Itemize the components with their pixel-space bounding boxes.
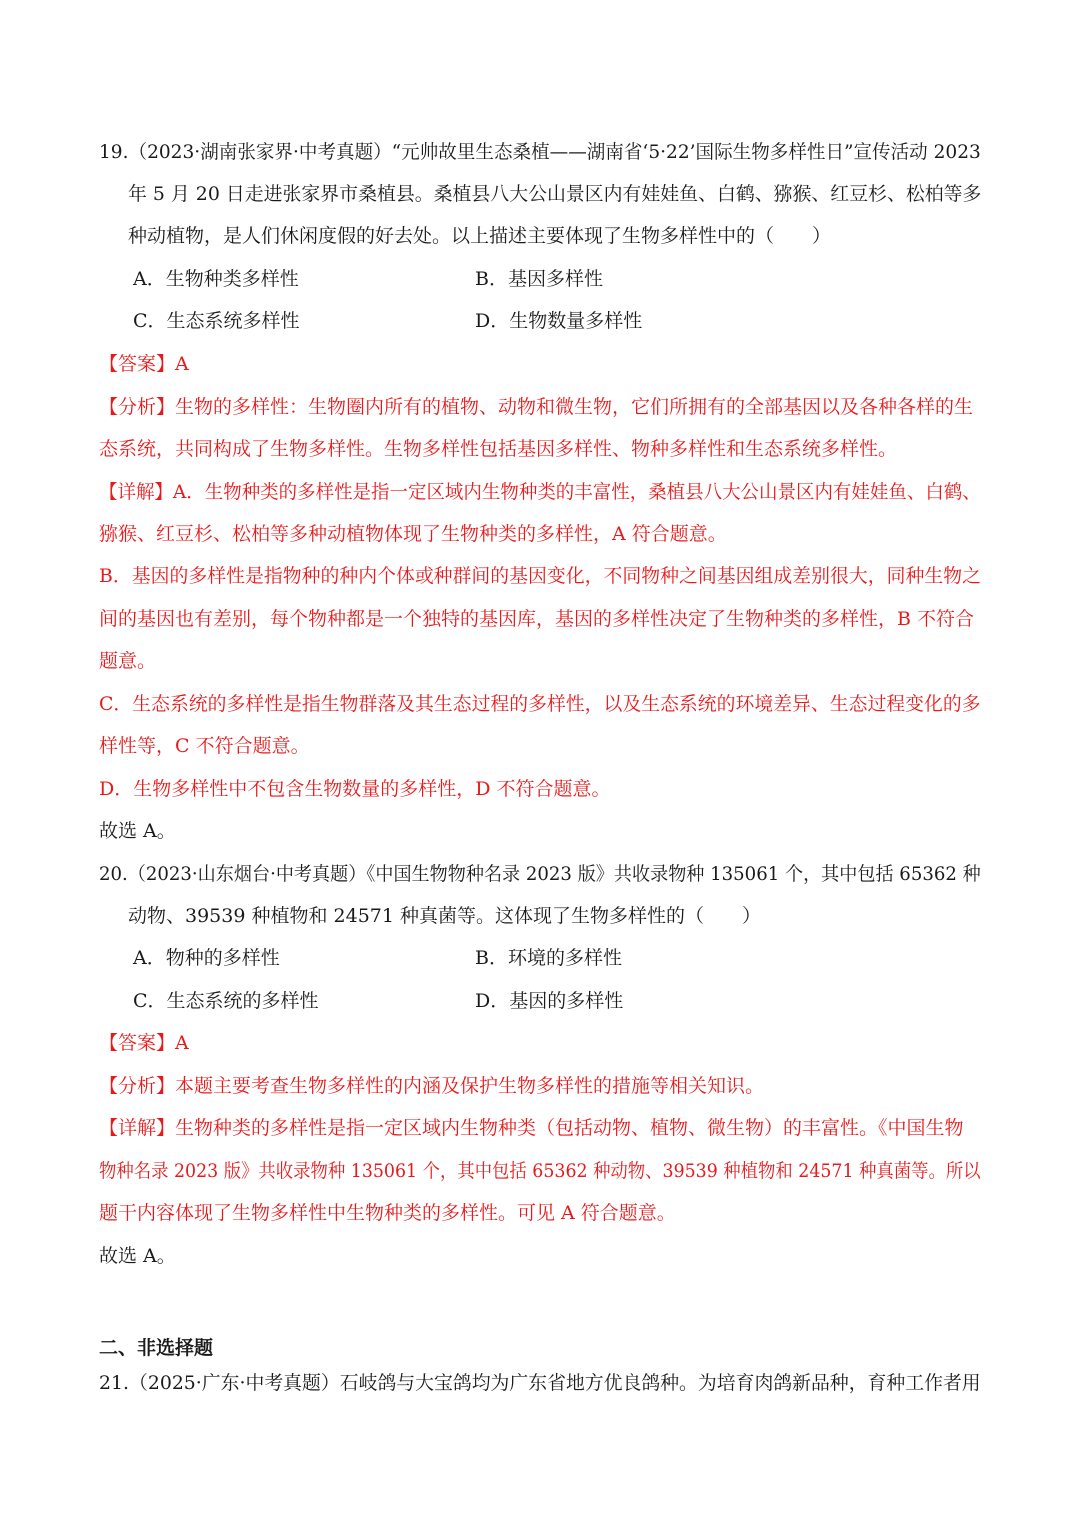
q19-answer [99,352,189,376]
q20-option-b: B．环境的多样性 [475,947,622,969]
q19-conclusion: 故选 A。 [99,820,176,842]
section-heading: 二、非选择题 [99,1337,214,1359]
q19-option-b: B．基因多样性 [475,268,603,290]
answer-tag: 【答案】 [99,353,176,375]
q19-option-c: C．生态系统多样性 [133,310,300,332]
detail-tag: 【详解】 [99,481,173,503]
q19-detail-line-8: D．生物多样性中不包含生物数量的多样性，D 不符合题意。 [99,778,611,800]
detail-text: A．生物种类的多样性是指一定区域内生物种类的丰富性，桑植县八大公山景区内有娃娃鱼、白鹤、 [172,481,981,503]
q19-detail-line-3: B．基因的多样性是指物种的种内个体或种群间的基因变化，不同物种之间基因组成差别很大，同种生物之 [99,565,981,587]
q19-analysis-line-1 [99,395,973,419]
answer-value: A [175,353,189,375]
q19-detail-line-1 [99,480,981,504]
q19-detail-line-6: C．生态系统的多样性是指生物群落及其生态过程的多样性，以及生态系统的环境差异、生态过程变化的多 [99,693,981,715]
answer-value: A [175,1032,189,1054]
q20-option-a: A．物种的多样性 [133,947,280,969]
detail-text: 生物种类的多样性是指一定区域内生物种类（包括动物、植物、微生物）的丰富性。《中国生物 [175,1117,964,1139]
q20-detail-line-2: 物种名录 2023 版》共收录物种 135061 个，其中包括 65362 种动物、39539 种植物和 24571 种真菌等。所以 [99,1160,981,1182]
q19-option-a: A．生物种类多样性 [133,268,299,290]
q19-option-d: D．生物数量多样性 [475,310,643,332]
detail-tag: 【详解】 [99,1117,176,1139]
q19-analysis-line-2: 态系统，共同构成了生物多样性。生物多样性包括基因多样性、物种多样性和生态系统多样性。 [99,438,898,460]
q19-detail-line-4: 间的基因也有差别，每个物种都是一个独特的基因库，基因的多样性决定了生物种类的多样性，B 不符合 [99,608,975,630]
q19-detail-line-2: 猕猴、红豆杉、松柏等多种动植物体现了生物种类的多样性，A 符合题意。 [99,523,727,545]
analysis-tag: 【分析】 [99,396,176,418]
q19-stem-line-3: 种动植物，是人们休闲度假的好去处。以上描述主要体现了生物多样性中的（ ） [128,225,832,247]
q19-detail-line-5: 题意。 [99,650,157,672]
analysis-text: 本题主要考查生物多样性的内涵及保护生物多样性的措施等相关知识。 [175,1075,765,1097]
q21-stem-line-1: 21.（2025·广东·中考真题）石岐鸽与大宝鸽均为广东省地方优良鸽种。为培育肉鸽新品种，育种工作者用 [99,1372,981,1394]
analysis-text: 生物的多样性：生物圈内所有的植物、动物和微生物，它们所拥有的全部基因以及各种各样的生 [175,396,974,418]
answer-tag: 【答案】 [99,1032,176,1054]
q19-stem-line-2: 年 5 月 20 日走进张家界市桑植县。桑植县八大公山景区内有娃娃鱼、白鹤、猕猴、红豆杉、松柏等多 [128,183,982,205]
q20-detail-line-3: 题干内容体现了生物多样性中生物种类的多样性。可见 A 符合题意。 [99,1202,676,1224]
q20-conclusion: 故选 A。 [99,1245,176,1267]
analysis-tag: 【分析】 [99,1075,176,1097]
q19-stem-line-1: 19.（2023·湖南张家界·中考真题）“元帅故里生态桑植——湖南省‘5·22’国际生物多样性日”宣传活动 2023 [99,141,981,163]
q20-detail-line-1 [99,1116,964,1140]
q20-option-c: C．生态系统的多样性 [133,990,319,1012]
q20-stem-line-1: 20.（2023·山东烟台·中考真题）《中国生物物种名录 2023 版》共收录物种 135061 个，其中包括 65362 种 [99,863,981,885]
q20-option-d: D．基因的多样性 [475,990,624,1012]
q20-analysis-line-1 [99,1074,764,1098]
q20-answer [99,1031,189,1055]
q20-stem-line-2: 动物、39539 种植物和 24571 种真菌等。这体现了生物多样性的（ ） [128,905,762,927]
q19-detail-line-7: 样性等，C 不符合题意。 [99,735,310,757]
